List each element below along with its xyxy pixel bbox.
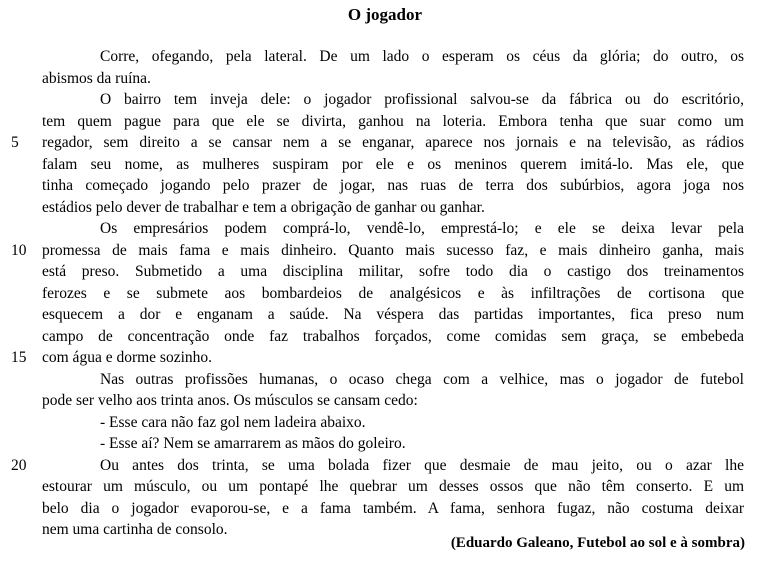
text-line — [42, 369, 744, 391]
text-line-content: falam seu nome, as mulheres suspiram por ele e os meninos querem imitá-lo. Mas ele, que — [42, 155, 744, 173]
text-line-content: estádios pelo dever de trabalhar e tem a obrigação de ganhar ou ganhar. — [42, 198, 485, 216]
text-line-content: tem quem pague para que ele se divirta, ganhou na loteria. Embora tenha que suar como um — [42, 112, 744, 130]
text-line — [42, 261, 744, 283]
text-line — [11, 455, 744, 477]
text-line-content: estourar um músculo, ou um pontapé lhe quebrar um desses ossos que não têm conserto. E um — [42, 478, 744, 495]
text-line-content: Os empresários podem comprá-lo, vendê-lo, emprestá-lo; e ele se deixa levar pela — [100, 220, 744, 237]
text-line — [42, 154, 744, 176]
text-line-content: esquecem a dor e enganam a saúde. Na véspera das partidas importantes, fica preso num — [42, 306, 744, 323]
text-line — [42, 46, 744, 68]
document-body — [11, 46, 744, 541]
text-line — [42, 498, 744, 520]
text-line — [42, 412, 744, 434]
text-line — [42, 175, 744, 197]
text-line-content: pode ser velho aos trinta anos. Os músculos se cansam cedo: — [42, 392, 418, 409]
text-line — [42, 89, 744, 111]
line-number: 5 — [11, 134, 19, 151]
text-line — [11, 240, 744, 262]
attribution: (Eduardo Galeano, Futebol ao sol e à sombra) — [450, 535, 745, 551]
text-line-content: Ou antes dos trinta, se uma bolada fizer que desmaie de mau jeito, ou o azar lhe — [100, 456, 744, 474]
text-line-content: está preso. Submetido a uma disciplina militar, sofre todo dia o castigo dos treinamentos — [42, 263, 744, 280]
text-line — [42, 68, 744, 90]
text-line-content: promessa de mais fama e mais dinheiro. Quanto mais sucesso faz, e mais dinheiro ganha, mais — [42, 241, 744, 259]
text-line — [42, 197, 744, 219]
text-line — [42, 111, 744, 133]
text-line — [42, 433, 744, 455]
document-title: O jogador — [347, 5, 423, 24]
text-line-content: - Esse cara não faz gol nem ladeira abaixo. — [100, 413, 366, 431]
text-line-content: ferozes e se submete aos bombardeios de analgésicos e às infiltrações de cortisona que — [42, 284, 744, 302]
text-line-content: Nas outras profissões humanas, o ocaso chega com a velhice, mas o jogador de futebol — [100, 370, 744, 388]
text-line-content: tinha começado jogando pelo prazer de jogar, nas ruas de terra dos subúrbios, agora joga nos — [42, 177, 744, 194]
text-line-content: belo dia o jogador evaporou-se, e a fama também. A fama, senhora fugaz, não costuma deixar — [42, 499, 744, 517]
text-line — [42, 326, 744, 348]
text-line-content: Corre, ofegando, pela lateral. De um lado o esperam os céus da glória; do outro, os — [100, 48, 744, 65]
line-number: 10 — [11, 241, 27, 259]
text-line-content: O bairro tem inveja dele: o jogador profissional salvou-se da fábrica ou do escritório, — [100, 91, 744, 108]
line-number: 20 — [11, 456, 27, 474]
text-line-content: abismos da ruína. — [42, 69, 151, 87]
text-line-content: regador, sem direito a se cansar nem a se enganar, aparece nos jornais e na televisão, as rádios — [42, 134, 744, 151]
text-line-content: nem uma cartinha de consolo. — [42, 521, 228, 538]
text-line — [42, 304, 744, 326]
text-line — [42, 218, 744, 240]
text-line — [42, 476, 744, 498]
text-line-content: - Esse aí? Nem se amarrarem as mãos do goleiro. — [100, 435, 406, 452]
text-line — [42, 283, 744, 305]
text-line-content: campo de concentração onde faz trabalhos forçados, come comidas sem graça, se embebeda — [42, 327, 744, 345]
line-number: 15 — [11, 349, 27, 366]
text-line-content: com água e dorme sozinho. — [42, 349, 213, 366]
text-line — [42, 390, 744, 412]
text-line — [11, 132, 744, 154]
text-line — [11, 347, 744, 369]
